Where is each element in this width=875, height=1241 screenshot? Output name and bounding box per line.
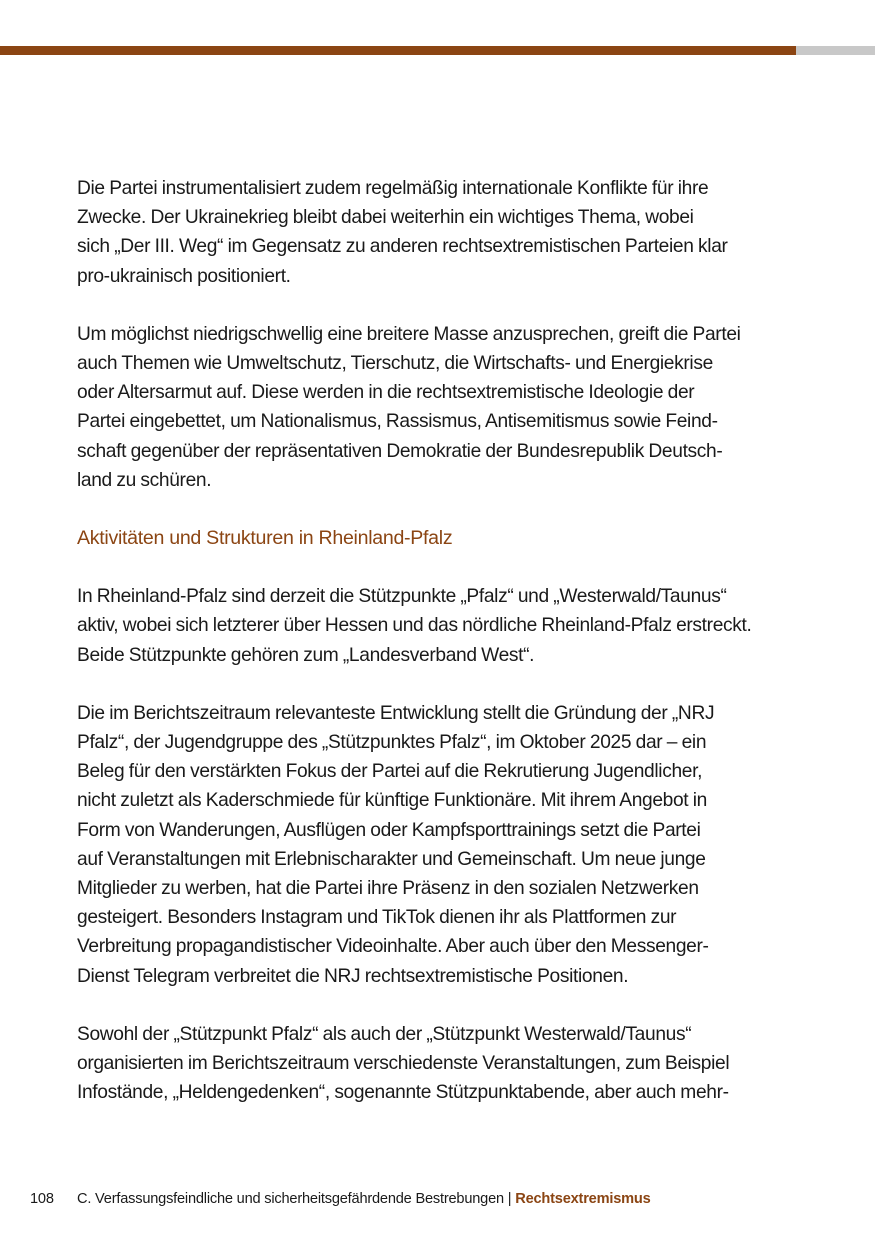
text-line: nicht zuletzt als Kaderschmiede für künftige Funktionäre. Mit ihrem Angebot in bbox=[77, 790, 708, 812]
page-number: 108 bbox=[30, 1191, 54, 1207]
footer-section: Rechtsextremismus bbox=[515, 1191, 651, 1207]
text-line: Beide Stützpunkte gehören zum „Landesverband West“. bbox=[77, 644, 535, 666]
text-line: Um möglichst niedrigschwellig eine breitere Masse anzusprechen, greift die Partei bbox=[77, 323, 741, 345]
section-heading: Aktivitäten und Strukturen in Rheinland-Pfalz bbox=[77, 527, 453, 550]
text-line: Zwecke. Der Ukrainekrieg bleibt dabei weiterhin ein wichtiges Thema, wobei bbox=[77, 207, 694, 229]
paragraph bbox=[77, 174, 799, 291]
text-line: gesteigert. Besonders Instagram und TikTok dienen ihr als Plattformen zur bbox=[77, 907, 677, 929]
page-body bbox=[77, 174, 799, 1136]
header-rule bbox=[0, 46, 875, 55]
text-line: land zu schüren. bbox=[77, 469, 212, 491]
text-line: sich „Der III. Weg“ im Gegensatz zu anderen rechtsextremistischen Parteien klar bbox=[77, 236, 728, 258]
text-line: Pfalz“, der Jugendgruppe des „Stützpunktes Pfalz“, im Oktober 2025 dar – ein bbox=[77, 732, 707, 754]
text-line: Form von Wanderungen, Ausflügen oder Kampfsporttrainings setzt die Partei bbox=[77, 819, 701, 841]
header-rule-grey bbox=[796, 46, 875, 55]
text-line: Dienst Telegram verbreitet die NRJ rechtsextremistische Positionen. bbox=[77, 965, 629, 987]
footer-separator: | bbox=[503, 1191, 516, 1207]
page-footer bbox=[30, 1188, 651, 1210]
text-line: schaft gegenüber der repräsentativen Demokratie der Bundesrepublik Deutsch- bbox=[77, 440, 723, 462]
text-line: auch Themen wie Umweltschutz, Tierschutz, die Wirtschafts- und Energiekrise bbox=[77, 353, 713, 375]
footer-chapter: C. Verfassungsfeindliche und sicherheitsgefährdende Bestrebungen bbox=[77, 1191, 504, 1207]
text-line: organisierten im Berichtszeitraum verschiedenste Veranstaltungen, zum Beispiel bbox=[77, 1053, 730, 1075]
text-line: Partei eingebettet, um Nationalismus, Rassismus, Antisemitismus sowie Feind- bbox=[77, 411, 718, 433]
text-line: Die Partei instrumentalisiert zudem regelmäßig internationale Konflikte für ihre bbox=[77, 178, 709, 199]
text-line: auf Veranstaltungen mit Erlebnischarakter und Gemeinschaft. Um neue junge bbox=[77, 848, 706, 870]
text-line: pro-ukrainisch positioniert. bbox=[77, 265, 291, 287]
text-line: oder Altersarmut auf. Diese werden in die rechtsextremistische Ideologie der bbox=[77, 382, 695, 404]
paragraph bbox=[77, 699, 799, 991]
text-line: In Rheinland-Pfalz sind derzeit die Stützpunkte „Pfalz“ und „Westerwald/Taunus“ bbox=[77, 586, 727, 608]
text-line: Sowohl der „Stützpunkt Pfalz“ als auch der „Stützpunkt Westerwald/Taunus“ bbox=[77, 1023, 692, 1045]
text-line: Infostände, „Heldengedenken“, sogenannte Stützpunktabende, aber auch mehr- bbox=[77, 1082, 729, 1104]
text-line: aktiv, wobei sich letzterer über Hessen und das nördliche Rheinland-Pfalz erstreckt. bbox=[77, 615, 752, 637]
text-line: Die im Berichtszeitraum relevanteste Entwicklung stellt die Gründung der „NRJ bbox=[77, 702, 715, 724]
text-line: Mitglieder zu werben, hat die Partei ihre Präsenz in den sozialen Netzwerken bbox=[77, 878, 699, 900]
text-line: Verbreitung propagandistischer Videoinhalte. Aber auch über den Messenger- bbox=[77, 936, 709, 958]
text-line: Beleg für den verstärkten Fokus der Partei auf die Rekrutierung Jugendlicher, bbox=[77, 761, 703, 783]
paragraph bbox=[77, 582, 799, 670]
paragraph bbox=[77, 1020, 799, 1108]
header-rule-accent bbox=[0, 46, 796, 55]
paragraph bbox=[77, 320, 799, 495]
